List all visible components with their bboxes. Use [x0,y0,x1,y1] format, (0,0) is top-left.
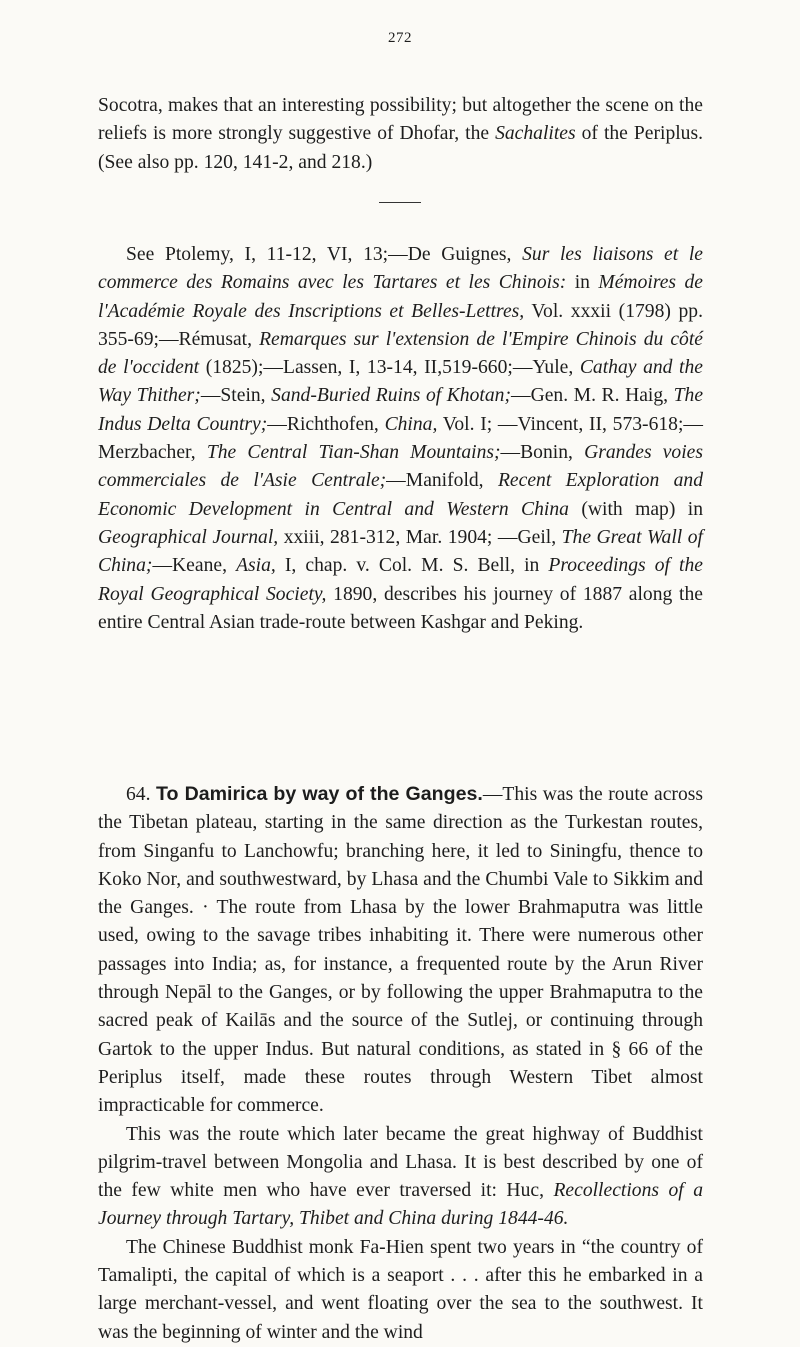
ref-text: —Bonin, [500,442,585,464]
intro-text-end: of the Periplus. (See also pp. 120, 141-2, and 218.) [98,123,704,173]
ref-text: —Manifold, [386,470,498,492]
ref-text: —Richthofen, [267,413,385,435]
ref-text: —Gen. M. R. Haig, [510,385,674,407]
ref-title: Sand-Buried Ruins of Khotan; [271,385,511,407]
section-heading: To Damirica by way of the Ganges. [156,783,483,805]
ref-text: —Stein, [200,385,272,407]
ref-title: Geographical Journal, [98,526,279,548]
section-divider [379,202,421,203]
ref-text: xxiii, 281-312, Mar. 1904; —Geil, [278,526,562,548]
ref-title: Recent Exploration and Economic Development in Central and Western China [98,470,704,520]
section-paragraph-1: —This was the route across the Tibetan plateau, starting in the same direction as the Turkestan routes, from Singanfu to Lanchowfu; branching here, it led to Siningfu, thence to Koko Nor, and southwestward, by Lhasa and the Chumbi Vale to Sikkim and the Ganges. · The route from Lhasa by the lower Brahmaputra was little used, owing to the savage tribes inhabiting it. There were numerous other passages into India; as, for instance, a frequented route by the Arun River through Nepāl to the Ganges, or by following the upper Brahmaputra to the sacred peak of Kailās and the source of the Sutlej, or continuing through Gartok to the upper Indus. But natural conditions, as stated in § 66 of the Periplus itself, made these routes through Western Tibet almost impracticable for commerce. [98,784,703,1117]
ref-title: Grandes voies commerciales de l'Asie Centrale; [98,442,703,492]
ref-title: Proceedings of the Royal Geographical Society, [98,555,703,605]
ref-text: See Ptolemy, I, 11-12, VI, 13;—De Guignes, [126,244,523,265]
ref-text: Vol. xxxii (1798) pp. 355-69;—Rémusat, [98,300,703,350]
ref-text: Vol. I; —Vincent, II, 573-618;—Merzbacher, [98,413,703,464]
ref-title: The Indus Delta Country; [98,385,704,435]
section-paragraph-2: This was the route which later became the great highway of Buddhist pilgrim-travel between Mongolia and Lhasa. It is best described by one of the few white men who have ever traversed it: Huc, [98,1123,703,1202]
ref-text: (with map) in [568,498,703,520]
section-number: 64. [126,784,151,805]
ref-title: Sur les liaisons et le commerce des Romains avec les Tartares et les Chinois: [98,244,703,294]
ref-text: in [566,272,599,294]
section-paragraph-3: The Chinese Buddhist monk Fa-Hien spent two years in “the country of Tamalipti, the capital of which is a seaport . . . after this he embarked in a large merchant-vessel, and went floating over the sea to the southwest. It was the beginning of winter and the wind [98,1236,703,1343]
ref-title: Mémoires de l'Académie Royale des Inscriptions et Belles-Lettres, [98,272,703,322]
ref-title: The Central Tian-Shan Mountains; [206,442,501,464]
ref-text: I, chap. v. Col. M. S. Bell, in [275,555,549,577]
huc-title: Recollections of a Journey through Tartary, Thibet and China during 1844-46. [98,1180,703,1230]
ref-text: 1890, describes his journey of 1887 along the entire Central Asian trade-route between Kashgar and Peking. [98,583,703,633]
ref-title: Remarques sur l'extension de l'Empire Chinois du côté de l'occident [98,328,703,379]
intro-text: Socotra, makes that an interesting possibility; but altogether the scene on the reliefs is more strongly suggestive of Dhofar, the [98,95,703,145]
ref-text: (1825);—Lassen, I, 13-14, II,519-660;—Yule, [199,357,580,379]
intro-paragraph [98,92,703,177]
ref-title: Cathay and the Way Thither; [98,357,703,407]
section-64 [98,780,703,1347]
ref-title: The Great Wall of China; [98,526,703,577]
intro-italic: Sachalites [495,123,576,145]
ref-title: China, [384,413,438,435]
references-paragraph [98,241,703,637]
ref-text: —Keane, [152,555,237,577]
page-number: 272 [388,30,412,46]
ref-title: Asia, [236,555,276,577]
